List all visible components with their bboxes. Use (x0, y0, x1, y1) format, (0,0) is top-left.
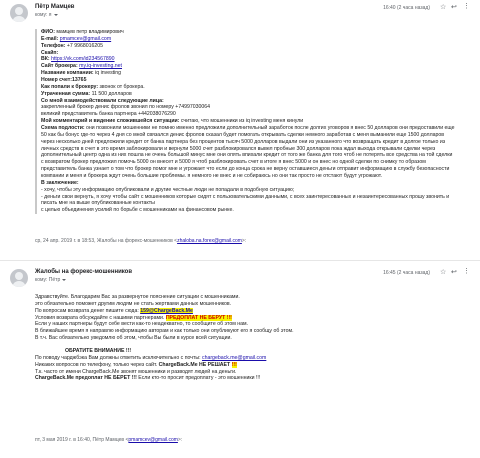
vk-row: ВК: https://vk.com/id234567890 (41, 56, 115, 63)
comment-row: Мой комментарий и видение сложившейся ситуации: считаю, что мошенники из iq investing меня кинули (41, 118, 304, 125)
star-icon[interactable]: ☆ (440, 4, 447, 11)
message-body (35, 29, 455, 214)
contact-line: закрепленный брокер денис фролов звонил по номеру +74997030064 (41, 104, 211, 111)
fio-row: ФИО: мамцев петр владимирович (41, 29, 124, 35)
recipient-line[interactable]: кому: Пётр (35, 277, 66, 284)
quote-attribution: ср, 24 апр. 2019 г. в 18:53, Жалобы на форекс-мошенников <zhaloba.na.forex@gmail.com>: (35, 238, 247, 244)
conclusion-line: - деньги свои вернуть, я хочу чтобы сайт с мошенников которые сидят с пользовательскими данными, с всех заинтересованных и незаинтересованных прошу звонить и писать мне на выше опубликованные контакты (41, 193, 450, 207)
star-icon[interactable]: ☆ (440, 269, 447, 276)
email-link[interactable]: pmamcev@gmail.com (59, 35, 112, 42)
conclusion-line: с целью объединения усилий по борьбе с мошенниками на финансовом рынке. (41, 207, 234, 214)
recipient-line[interactable]: кому: я (35, 12, 58, 19)
conclusion-heading: В заключение: (41, 179, 79, 186)
contacts-heading: Со мной взаимодействовали следующие лица: (41, 97, 164, 104)
how-came-row: Как попали к брокеру: звонок от брокера. (41, 83, 145, 90)
prepay-warning-row: Условия возврата обсуждайте с нашими партнерами. ПРЕДОПЛАТ НЕ БЕРУТ !!! (35, 314, 232, 321)
email-row: E-mail: pmamcev@gmail.com (41, 35, 112, 42)
attention-heading: ОБРАТИТЕ ВНИМАНИЕ !!! (65, 348, 132, 355)
message-date: 16:40 (2 часа назад) (383, 5, 430, 11)
reply-icon[interactable]: ↩ (451, 4, 457, 11)
greeting: Здравствуйте. Благодарим Вас за развернутое пояснение ситуации с мошенниками. (35, 294, 240, 300)
quote-attribution: пт, 3 мая 2019 г. в 16:40, Пётр Мамцев <pmamcev@gmail.com>: (35, 437, 183, 443)
message-body (35, 294, 455, 382)
message-date: 16:45 (2 часа назад) (383, 270, 430, 276)
chargeback-email-link[interactable]: chargeback.me@gmail.com (201, 354, 267, 361)
attention-line: ChargeBack.Me предоплат НЕ БЕРЕТ !!! Если кто-то просит предоплату - это мошенники !!! (35, 375, 261, 382)
attention-line: Никаких вопросов по телефону, только через сайт. ChargeBack.Me НЕ РЕШАЕТ !!! (35, 361, 237, 368)
chevron-down-icon (62, 279, 66, 281)
attention-line: По поводу чарджбэка Вам должны ответить исключительно с почты: chargeback.me@gmail.com (35, 354, 267, 361)
quoted-form (35, 29, 455, 214)
sender-avatar (10, 4, 28, 22)
body-line: Если у наших партнеры будут себе вести как-то неадекватно, то сообщите об этом нам. (35, 321, 248, 328)
body-line: В т.ч. Вас обязательно уведомлю об этом, чтобы Вы были в курсе всей ситуации. (35, 335, 232, 342)
scheme-paragraph: Схема подлости: они позвонили мошенники не помню именно предложили дополнительный заработок после долгих уговоров я внес 50 долларов они предоставили еще 50 как бы бонус где-то через 4 дня со мной связался денис фролов сказал будет помогать открывать сделки немного заработав с меня выманили еще 1500 долларов через несколько дней предложили кредит от банка партнера без процентов тысяч 5000 долларов выдали они из указанного что возвращать кредит в долгое только из личных средств в счет в это время заблокировали и вернули 5000 счет разблокировался вывел пробные 300 долларов пока ждал выхода открывали сделки через дополнительный центр одна из них пошла не очень большой минус мне они опять впихали кредит от того же банка для того чтоб не потерять все средства на той сделки с возвратом брокер предложил помочь 5000 он внесет и 5000 я чтоб разблокировать счет в итоге я внес 5000 и он внес но одной сделки по снимку то образом представитель банка узнает о том что брокер помог мне и угрожает что если до конца срока не верну оставшиеся деньги отправит информацию в службу безопасности компании и меня и брокера ждут очень большие проблемы. я немного не внес и не собираюсь но они так просто не отстают будут угрожают. (41, 125, 455, 180)
contact-line: великий представитель банка партнера +442038076290 (41, 111, 176, 118)
reply-icon[interactable]: ↩ (451, 269, 457, 276)
sender-name[interactable]: Жалобы на форекс-мошенников (35, 269, 133, 275)
conclusion-line: - хочу, чтобы эту информацию опубликовали и другие честные люди не попадали в подобную ситуацию; (41, 186, 295, 193)
prepay-warning-badge: ПРЕДОПЛАТ НЕ БЕРУТ !!! (165, 314, 232, 321)
more-icon[interactable]: ⋮ (463, 3, 470, 10)
body-line: В ближайшее время я направлю информацию авторам и как только они опубликуют его я сообщу об этом. (35, 328, 294, 335)
attention-line: Т.к. часто от имени ChargeBack.Me звонят мошенники и разводят людей на деньги. (35, 368, 237, 375)
account-row: Номер счет:13765 (41, 77, 87, 84)
broker-site-row: Сайт брокера: my.iq-investing.net (41, 63, 122, 70)
more-icon[interactable]: ⋮ (463, 268, 470, 275)
chevron-down-icon (54, 14, 58, 16)
refund-email-link[interactable]: 159@ChargeBack.Me (140, 307, 193, 314)
skype-row: Скайп: (41, 49, 59, 56)
vk-link[interactable]: https://vk.com/id234567890 (51, 56, 115, 63)
broker-site-link[interactable]: my.iq-investing.net (79, 63, 122, 70)
refund-contact-row: По вопросам возврата денег пишите сюда: 159@ChargeBack.Me (35, 307, 193, 314)
sender-avatar (10, 269, 28, 287)
quote-email-link[interactable]: pmamcev@gmail.com (128, 437, 178, 443)
company-row: Название компании: iq investing (41, 70, 122, 77)
quote-email-link[interactable]: zhaloba.na.forex@gmail.com (177, 238, 242, 244)
phone-row: Телефон: +7 9968016205 (41, 42, 104, 49)
sender-name[interactable]: Пётр Мамцев (35, 4, 75, 10)
message-divider (0, 260, 480, 261)
lost-amount-row: Утраченная сумма: 11 500 долларов (41, 90, 132, 97)
body-line: это обязательно поможет другим людям не стать жертвами данных мошенников. (35, 300, 232, 307)
